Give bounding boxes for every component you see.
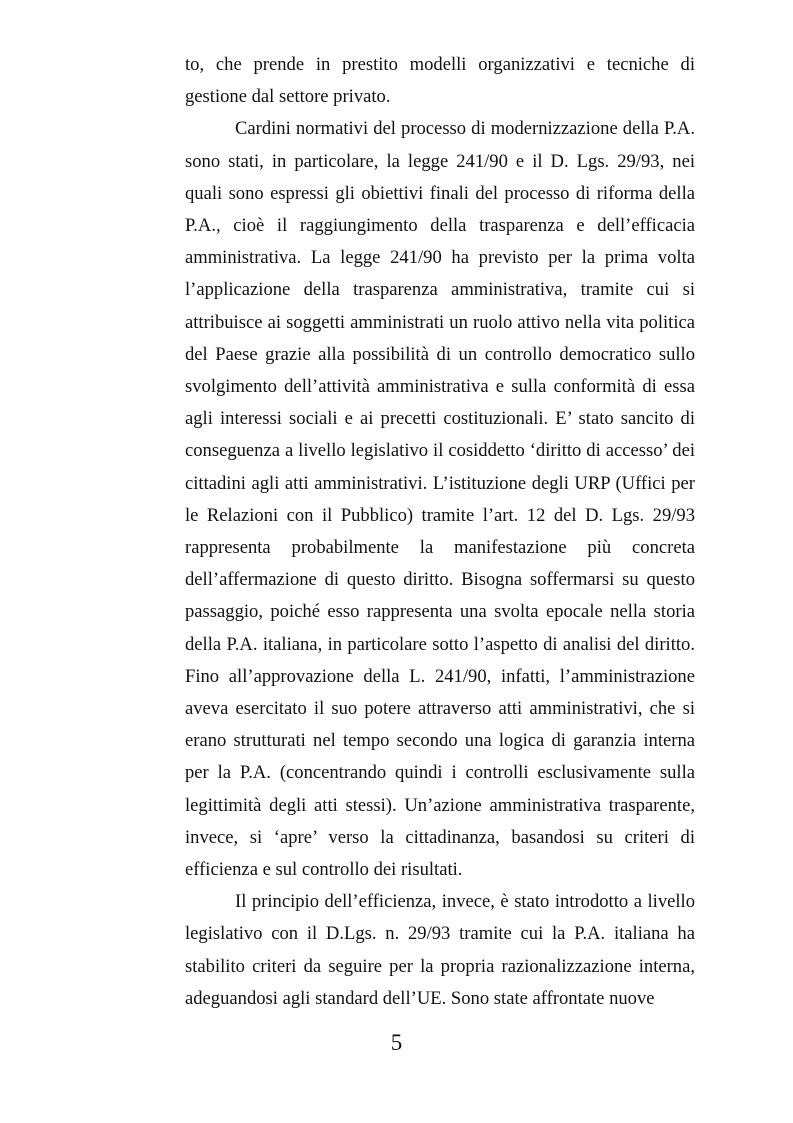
page-number: 5 (390, 1030, 403, 1055)
paragraph-modernization: Cardini normativi del processo di modernizzazione della P.A. sono stati, in particolare, la legge 241/90 e il D. Lgs. 29/93, nei quali sono espressi gli obiettivi finali del processo di riforma della P.A., cioè il raggiungimento della trasparenza e dell’efficacia amministrativa. La legge 241/90 ha previsto per la prima volta l’applicazione della trasparenza amministrativa, tramite cui si attribuisce ai soggetti amministrati un ruolo attivo nella vita politica del Paese grazie alla possibilità di un controllo democratico sullo svolgimento dell’attività amministrativa e sulla conformità di essa agli interessi sociali e ai precetti costituzionali. E’ stato sancito di conseguenza a livello legislativo il cosiddetto ‘diritto di accesso’ dei cittadini agli atti amministrativi. L’istituzione degli URP (Uffici per le Relazioni con il Pubblico) tramite l’art. 12 del D. Lgs. 29/93 rappresenta probabilmente la manifestazione più concreta dell’affermazione di questo diritto. Bisogna soffermarsi su questo passaggio, poiché esso rappresenta una svolta epocale nella storia della P.A. italiana, in particolare sotto l’aspetto di analisi del diritto. Fino all’approvazione della L. 241/90, infatti, l’amministrazione aveva esercitato il suo potere attraverso atti amministrativi, che si erano strutturati nel tempo secondo una logica di garanzia interna per la P.A. (concentrando quindi i controlli esclusivamente sulla legittimità degli atti stessi). Un’azione amministrativa trasparente, invece, si ‘apre’ verso la cittadinanza, basandosi su criteri di efficienza e sul controllo dei risultati. (185, 118, 695, 881)
body-text (185, 49, 695, 1015)
paragraph-continuation: to, che prende in prestito modelli organizzativi e tecniche di gestione dal settore privato. (185, 54, 695, 108)
paragraph-efficiency: Il principio dell’efficienza, invece, è stato introdotto a livello legislativo con il D.Lgs. n. 29/93 tramite cui la P.A. italiana ha stabilito criteri da seguire per la propria razionalizzazione interna, adeguandosi agli standard dell’UE. Sono state affrontate nuove (185, 891, 695, 1009)
